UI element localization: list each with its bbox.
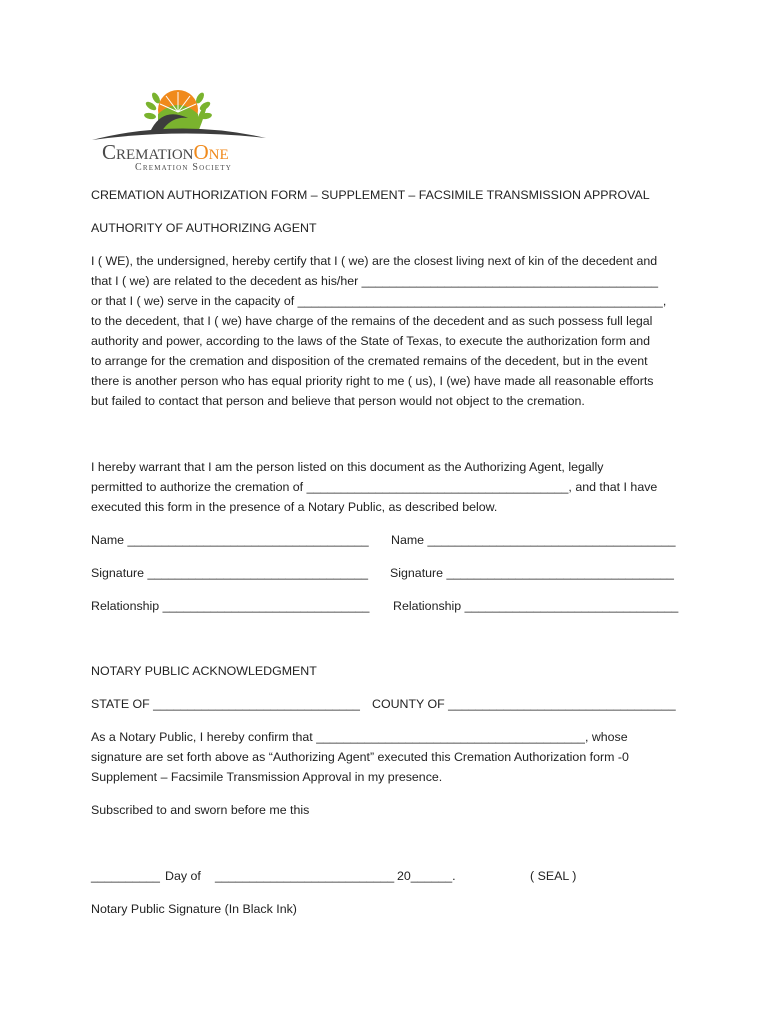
day-blank-field[interactable]: __________ — [91, 869, 160, 883]
paragraph-line: signature are set forth above as “Authorizing Agent” executed this Cremation Authorization form -0 — [91, 750, 629, 764]
section-heading: AUTHORITY OF AUTHORIZING AGENT — [91, 221, 317, 235]
signature-field-right[interactable]: Signature _________________________________ — [390, 566, 674, 580]
paragraph-line: or that I ( we) serve in the capacity of _____________________________________________________, — [91, 294, 667, 308]
paragraph-line: there is another person who has equal priority right to me ( us), I (we) have made all reasonable efforts — [91, 374, 654, 388]
paragraph-line: but failed to contact that person and believe that person would not object to the cremation. — [91, 394, 585, 408]
cremation-one-logo — [90, 88, 268, 174]
subscribed-text: Subscribed to and sworn before me this — [91, 803, 310, 817]
state-field[interactable]: STATE OF ______________________________ — [91, 697, 360, 711]
paragraph-line: that I ( we) are related to the decedent as his/her ___________________________________________ — [91, 274, 658, 288]
day-of-label: Day of — [165, 869, 201, 883]
logo-emblem-icon — [90, 88, 268, 148]
paragraph-line: to the decedent, that I ( we) have charge of the remains of the decedent and as such possess full legal — [91, 314, 653, 328]
signature-field-left[interactable]: Signature ________________________________ — [91, 566, 368, 580]
logo-name-part1: Cremation — [102, 140, 194, 164]
paragraph-line: I hereby warrant that I am the person listed on this document as the Authorizing Agent, legally — [91, 460, 604, 474]
paragraph-line: I ( WE), the undersigned, hereby certify that I ( we) are the closest living next of kin of the decedent and — [91, 254, 658, 268]
seal-label: ( SEAL ) — [530, 869, 577, 883]
paragraph-line: As a Notary Public, I hereby confirm that _______________________________________, whose — [91, 730, 628, 744]
county-field[interactable]: COUNTY OF _________________________________ — [372, 697, 676, 711]
paragraph-line: to arrange for the cremation and disposition of the cremated remains of the decedent, but in the event — [91, 354, 648, 368]
paragraph-line: Supplement – Facsimile Transmission Approval in my presence. — [91, 770, 443, 784]
year-field[interactable]: 20______. — [397, 869, 456, 883]
paragraph-line: executed this form in the presence of a Notary Public, as described below. — [91, 500, 498, 514]
month-blank-field[interactable]: __________________________ — [215, 869, 395, 883]
form-title: CREMATION AUTHORIZATION FORM – SUPPLEMENT – FACSIMILE TRANSMISSION APPROVAL — [91, 188, 650, 202]
relationship-field-right[interactable]: Relationship _______________________________ — [393, 599, 679, 613]
paragraph-line: permitted to authorize the cremation of ______________________________________, and that I have — [91, 480, 658, 494]
name-field-right[interactable]: Name ____________________________________ — [391, 533, 676, 547]
logo-tagline: Cremation Society — [135, 162, 232, 173]
relationship-field-left[interactable]: Relationship ______________________________ — [91, 599, 370, 613]
paragraph-line: authority and power, according to the laws of the State of Texas, to execute the authorization form and — [91, 334, 651, 348]
name-field-left[interactable]: Name ___________________________________ — [91, 533, 369, 547]
notary-heading: NOTARY PUBLIC ACKNOWLEDGMENT — [91, 664, 317, 678]
notary-signature-label: Notary Public Signature (In Black Ink) — [91, 902, 297, 916]
logo-name-part2: One — [193, 140, 229, 164]
